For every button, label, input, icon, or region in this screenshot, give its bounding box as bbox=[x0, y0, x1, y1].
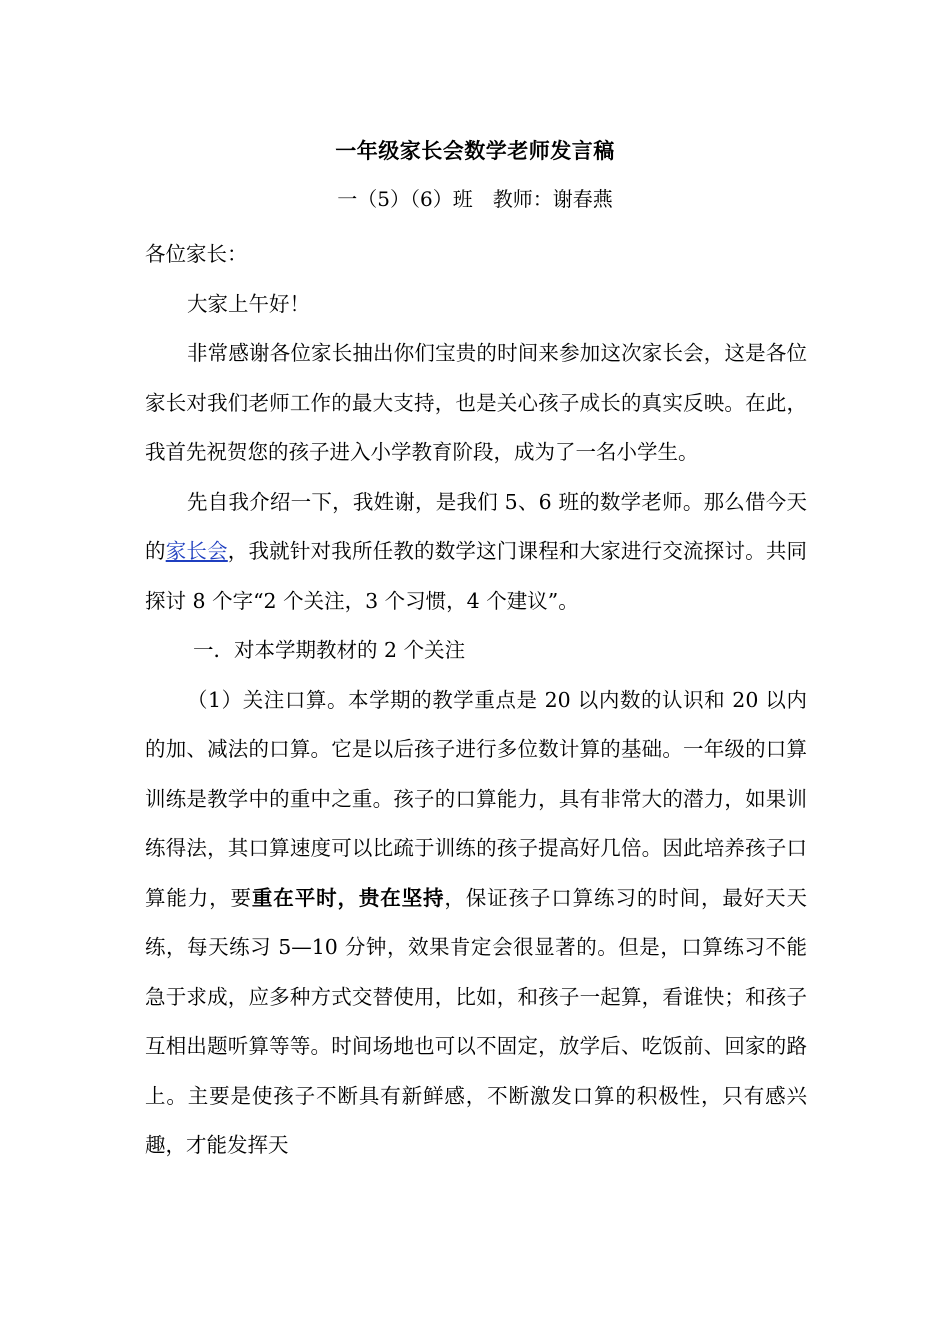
intro-text-after-link: ，我就针对我所任教的数学这门课程和大家进行交流探讨。共同探讨 8 个字“2 个关注，3 个习惯，4 个建议”。 bbox=[145, 539, 808, 613]
parent-meeting-link[interactable]: 家长会 bbox=[165, 539, 228, 563]
salutation: 各位家长： bbox=[145, 242, 248, 266]
greeting: 大家上午好！ bbox=[187, 291, 310, 316]
document-subtitle: 一（5）（6）班 教师：谢春燕 bbox=[337, 187, 613, 211]
paragraph-thanks: 非常感谢各位家长抽出你们宝贵的时间来参加这次家长会，这是各位家长对我们老师工作的最大支持，也是关心孩子成长的真实反映。在此，我首先祝贺您的孩子进入小学教育阶段，成为了一名小学生。 bbox=[145, 341, 807, 464]
mental-arithmetic-emphasis: 重在平时，贵在坚持 bbox=[251, 885, 445, 910]
intro-text-before-link: 先自我介绍一下，我姓谢，是我们 5、6 班的数学老师。那么借今天的 bbox=[145, 489, 807, 563]
mental-arithmetic-text-2: ，保证孩子口算练习的时间，最好天天练，每天练习 5—10 分钟，效果肯定会很显著的。但是，口算练习不能急于求成，应多种方式交替使用，比如，和孩子一起算，看谁快；和孩子互相出题听算等等。时间场地也可以不固定，放学后、吃饭前、回家的路上。主要是使孩子不断具有新鲜感，不断激发口算的积极性，只有感兴趣，才能发挥天 bbox=[145, 885, 808, 1157]
document-body bbox=[145, 230, 807, 1171]
document-title: 一年级家长会数学老师发言稿 bbox=[335, 138, 615, 163]
mental-arithmetic-text-1: （1）关注口算。本学期的教学重点是 20 以内数的认识和 20 以内的加、减法的口算。它是以后孩子进行多位数计算的基础。一年级的口算训练是教学中的重中之重。孩子的口算能力，具有非常大的潜力，如果训练得法，其口算速度可以比疏于训练的孩子提高好几倍。因此培养孩子口算能力，要 bbox=[145, 687, 807, 910]
paragraph-introduction bbox=[145, 478, 807, 627]
paragraph-mental-arithmetic bbox=[145, 676, 807, 1171]
section-heading-1: 一．对本学期教材的 2 个关注 bbox=[193, 638, 466, 662]
